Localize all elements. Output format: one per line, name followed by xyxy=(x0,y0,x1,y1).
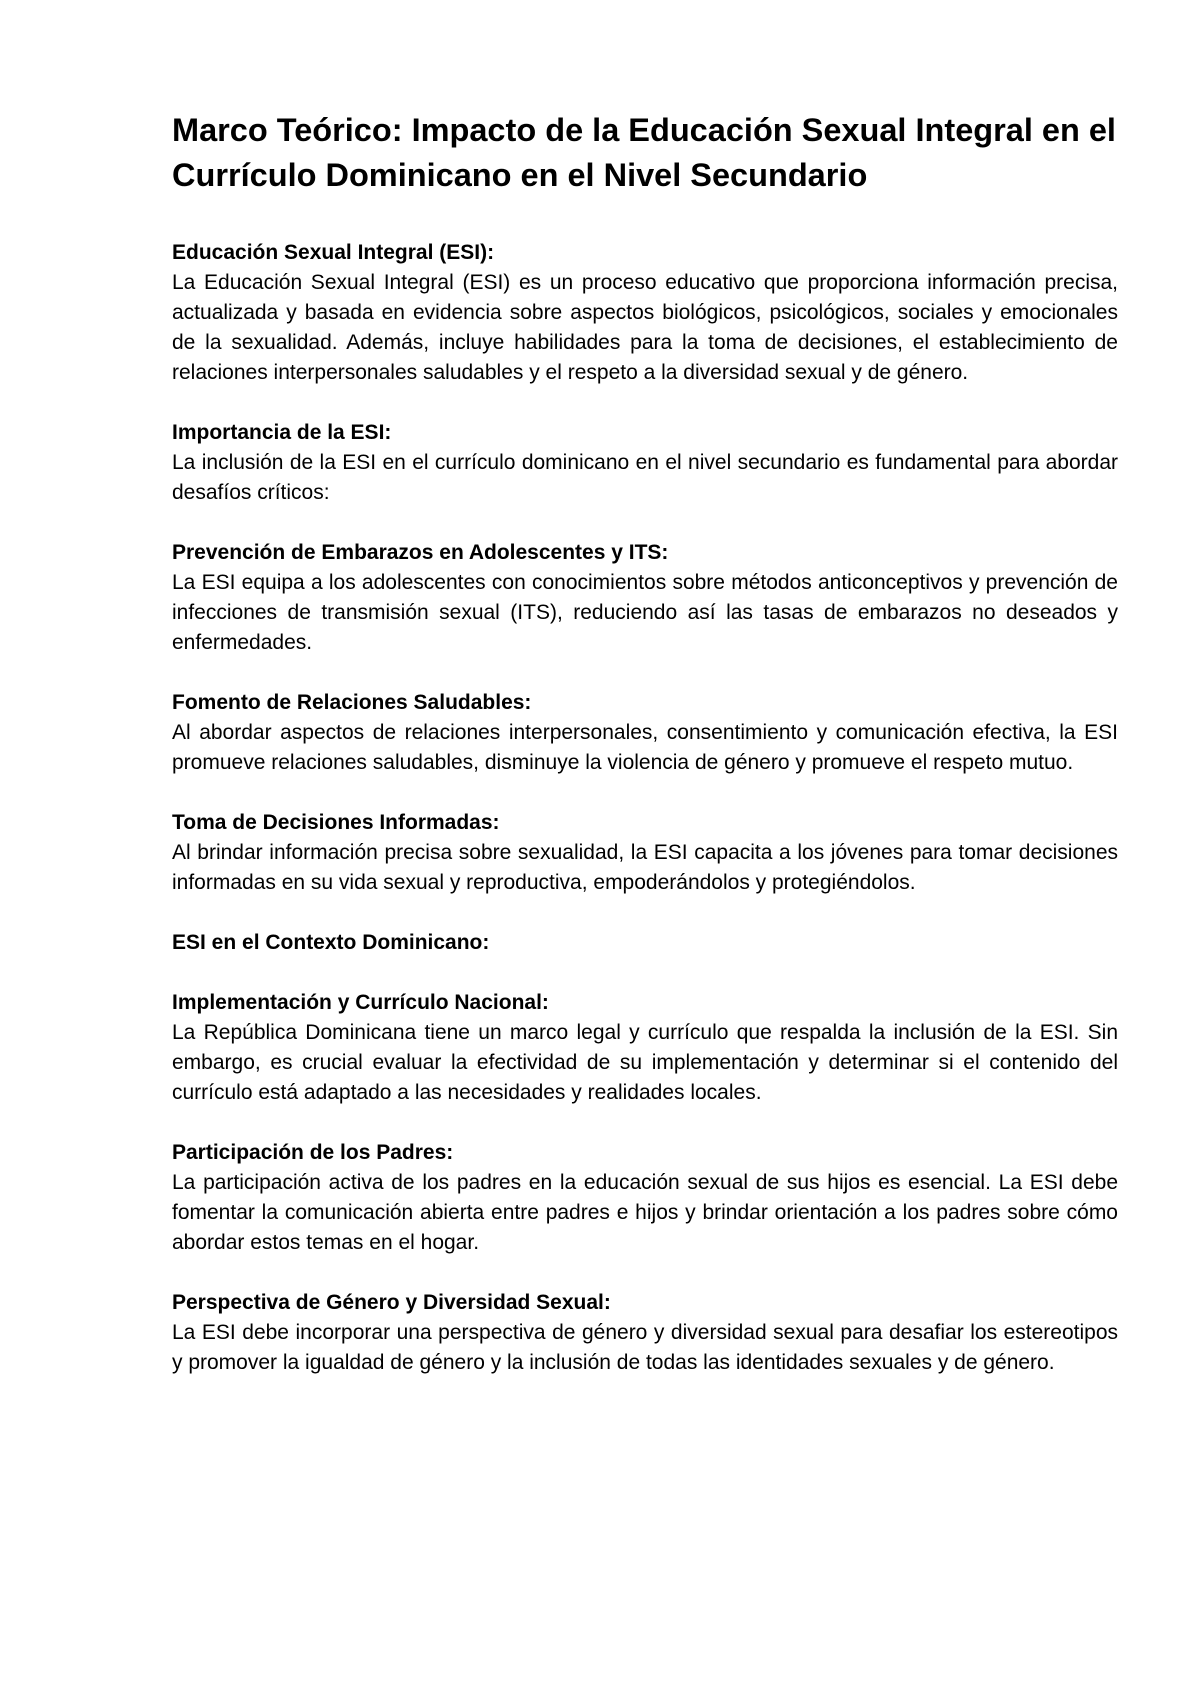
section-heading: Fomento de Relaciones Saludables: xyxy=(172,691,532,714)
section-national-curriculum xyxy=(172,988,1118,1108)
section-body: Al abordar aspectos de relaciones interpersonales, consentimiento y comunicación efectiva, la ESI promueve relaciones saludables, disminuye la violencia de género y promueve el respeto mutuo. xyxy=(172,721,1118,774)
section-body: La República Dominicana tiene un marco legal y currículo que respalda la inclusión de la ESI. Sin embargo, es crucial evaluar la efectividad de su implementación y determinar si el contenido del currículo está adaptado a las necesidades y realidades locales. xyxy=(172,1021,1118,1104)
section-body: La inclusión de la ESI en el currículo dominicano en el nivel secundario es fundamental para abordar desafíos críticos: xyxy=(172,451,1118,504)
section-pregnancy-prevention xyxy=(172,538,1118,658)
section-informed-decisions xyxy=(172,808,1118,898)
section-heading: Educación Sexual Integral (ESI): xyxy=(172,241,495,264)
section-esi-importance xyxy=(172,418,1118,508)
section-heading: Perspectiva de Género y Diversidad Sexual: xyxy=(172,1291,611,1314)
section-gender-perspective xyxy=(172,1288,1118,1378)
section-heading: Participación de los Padres: xyxy=(172,1141,454,1164)
section-body: La ESI equipa a los adolescentes con conocimientos sobre métodos anticonceptivos y prevención de infecciones de transmisión sexual (ITS), reduciendo así las tasas de embarazos no deseados y enfermedades. xyxy=(172,571,1118,654)
section-body: Al brindar información precisa sobre sexualidad, la ESI capacita a los jóvenes para tomar decisiones informadas en su vida sexual y reproductiva, empoderándolos y protegiéndolos. xyxy=(172,841,1118,894)
section-heading: Importancia de la ESI: xyxy=(172,421,392,444)
section-heading: Toma de Decisiones Informadas: xyxy=(172,811,500,834)
section-esi-definition xyxy=(172,238,1118,388)
section-dominican-context xyxy=(172,928,1118,958)
section-healthy-relationships xyxy=(172,688,1118,778)
section-body: La Educación Sexual Integral (ESI) es un proceso educativo que proporciona información precisa, actualizada y basada en evidencia sobre aspectos biológicos, psicológicos, sociales y emocionales de la sexualidad. Además, incluye habilidades para la toma de decisiones, el establecimiento de relaciones interpersonales saludables y el respeto a la diversidad sexual y de género. xyxy=(172,271,1118,384)
section-heading: ESI en el Contexto Dominicano: xyxy=(172,931,490,954)
document-page xyxy=(172,108,1118,1408)
document-title: Marco Teórico: Impacto de la Educación Sexual Integral en el Currículo Dominicano en el Nivel Secundario xyxy=(172,112,1116,193)
section-body: La ESI debe incorporar una perspectiva de género y diversidad sexual para desafiar los estereotipos y promover la igualdad de género y la inclusión de todas las identidades sexuales y de género. xyxy=(172,1321,1118,1374)
section-body: La participación activa de los padres en la educación sexual de sus hijos es esencial. La ESI debe fomentar la comunicación abierta entre padres e hijos y brindar orientación a los padres sobre cómo abordar estos temas en el hogar. xyxy=(172,1171,1118,1254)
section-heading: Implementación y Currículo Nacional: xyxy=(172,991,549,1014)
section-parent-participation xyxy=(172,1138,1118,1258)
section-heading: Prevención de Embarazos en Adolescentes y ITS: xyxy=(172,541,669,564)
